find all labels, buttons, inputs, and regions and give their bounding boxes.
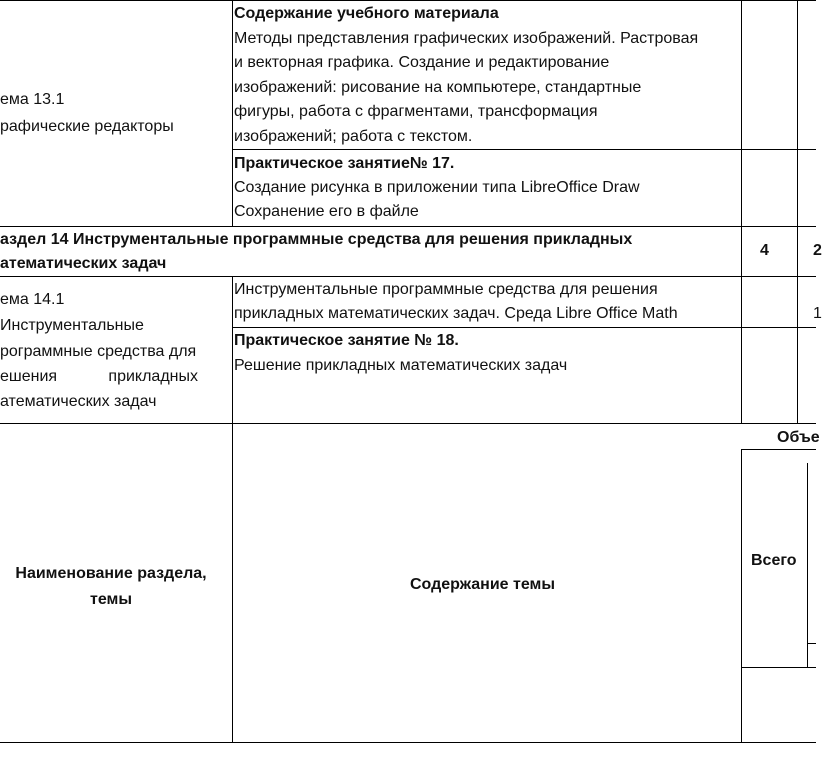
header-col2-border (741, 449, 742, 743)
border-col2-topic14 (741, 276, 742, 423)
topic14-practice-line-1: Решение прикладных математических задач (234, 357, 568, 374)
topic13-content-line-1: Методы представления графических изображений. Растровая (234, 30, 699, 47)
topic13-content-header: Содержание учебного материала (234, 5, 499, 22)
topic13-subtitle: рафические редакторы (0, 118, 174, 135)
header-volume-label: Объе (777, 429, 820, 446)
header-col1-border (232, 423, 233, 743)
section14-title-line-1: аздел 14 Инструментальные программные средства для решения прикладных (0, 231, 633, 248)
topic14-content-line-1: Инструментальные программные средства для решения (234, 281, 658, 298)
header-table-bottom (0, 742, 816, 743)
border-col3-upper (797, 0, 798, 423)
topic13-content-line-5: изображений; работа с текстом. (234, 128, 473, 145)
section14-hours-clip: 2 (813, 242, 822, 259)
topic13-content-line-4: фигуры, работа с фрагментами, трансформация (234, 103, 598, 120)
border-col2-topic13 (741, 0, 742, 226)
topic14-practice-header: Практическое занятие № 18. (234, 332, 459, 349)
section14-title-line-2: атематических задач (0, 255, 167, 272)
border-col2-section14 (741, 226, 742, 276)
border-row-section14 (0, 226, 816, 227)
header-col1-label: Наименование раздела, темы (15, 565, 207, 608)
border-top (0, 0, 816, 1)
topic14-title-line-4: ешения прикладных (0, 368, 198, 385)
topic13-content-line-2: и векторная графика. Создание и редактирование (234, 54, 610, 71)
topic13-practice-line-2: Сохранение его в файле (234, 203, 419, 220)
border-upper-bottom (0, 423, 816, 424)
header-total-label: Всего (751, 552, 797, 569)
topic14-content-line-2: прикладных математических задач. Среда Libre Office Math (234, 305, 678, 322)
header-total-row (741, 667, 816, 668)
border-row-topic14 (0, 276, 816, 277)
header-col2-label: Содержание темы (410, 576, 556, 593)
topic13-title: ема 13.1 (0, 91, 65, 108)
topic14-title-line-2: Инструментальные (0, 317, 144, 334)
border-row-practice18 (232, 327, 816, 328)
topic14-title-line-1: ема 14.1 (0, 291, 65, 308)
topic14-title-line-3: рограммные средства для (0, 343, 197, 360)
header-sub-col-border (807, 463, 808, 667)
topic13-practice-header: Практическое занятие№ 17. (234, 155, 455, 172)
topic13-practice-line-1: Создание рисунка в приложении типа LibreOffice Draw (234, 179, 640, 196)
header-sub-row (807, 643, 816, 644)
border-row-practice17 (232, 149, 816, 150)
topic13-content-line-3: изображений: рисование на компьютере, стандартные (234, 79, 642, 96)
topic14-title-line-5: атематических задач (0, 393, 157, 410)
border-col1-topic13 (232, 0, 233, 226)
border-col1-topic14 (232, 276, 233, 423)
topic14-hours-clip: 1 (813, 305, 822, 322)
section14-hours: 4 (760, 242, 769, 259)
